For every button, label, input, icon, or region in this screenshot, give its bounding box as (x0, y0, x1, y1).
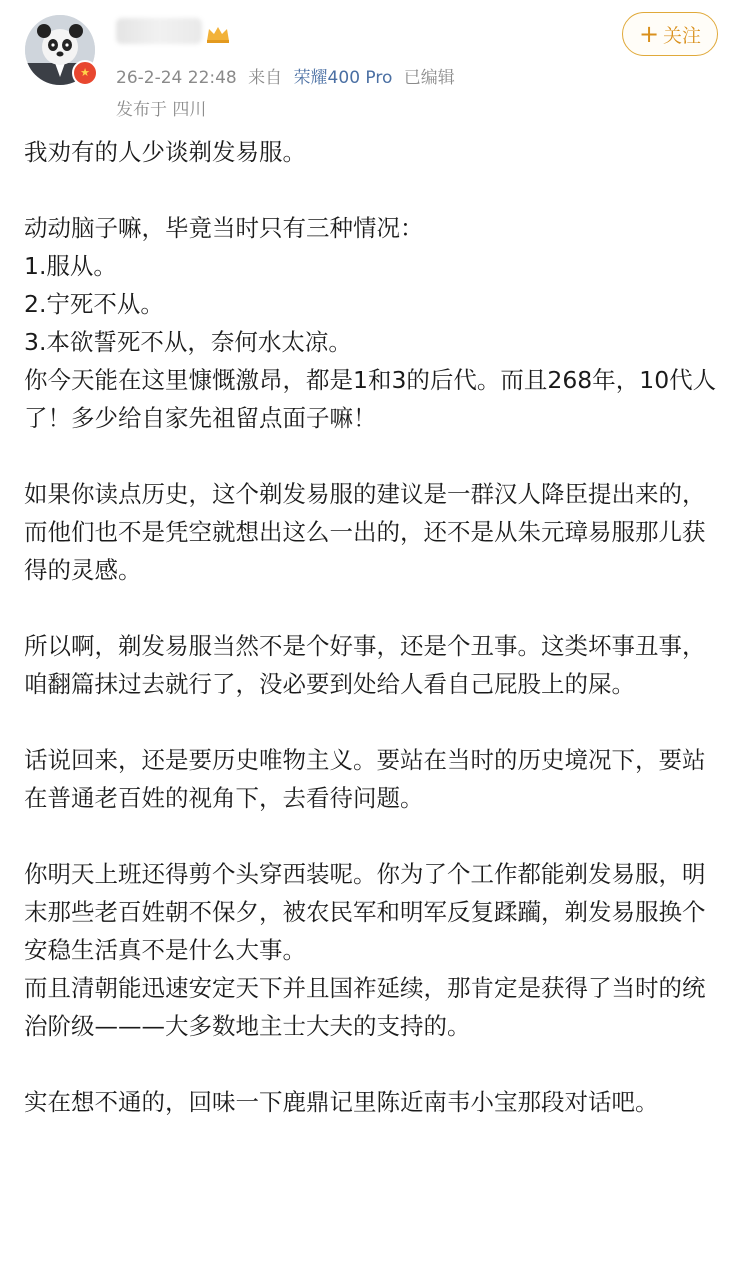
plus-icon: + (638, 20, 660, 48)
paragraph-2 (24, 209, 724, 437)
paragraph-5 (24, 741, 724, 817)
text-line: 而且清朝能迅速安定天下并且国祚延续，那肯定是获得了当时的统治阶级———大多数地主士大夫的支持的。 (24, 974, 706, 1040)
follow-button[interactable] (622, 12, 718, 56)
source-prefix: 来自 (248, 68, 283, 88)
text-line: 3.本欲誓死不从，奈何水太凉。 (24, 328, 352, 356)
text-line: 你明天上班还得剪个头穿西装呢。你为了个工作都能剃发易服，明末那些老百姓朝不保夕，被农民军和明军反复蹂躏，剃发易服换个安稳生活真不是什么大事。 (24, 860, 706, 964)
post-location: 发布于 四川 (116, 100, 207, 120)
text-line: 所以啊，剃发易服当然不是个好事，还是个丑事。这类坏事丑事，咱翻篇抹过去就行了，没必要到处给人看自己屁股上的屎。 (24, 632, 706, 698)
vip-crown-icon (205, 24, 231, 44)
post-content (24, 133, 724, 1121)
paragraph-1 (24, 133, 724, 171)
text-line: 如果你读点历史，这个剃发易服的建议是一群汉人降臣提出来的，而他们也不是凭空就想出这么一出的，还不是从朱元璋易服那儿获得的灵感。 (24, 480, 706, 584)
follow-label: 关注 (663, 24, 702, 47)
text-line: 2.宁死不从。 (24, 290, 164, 318)
post-meta (116, 63, 461, 88)
paragraph-7 (24, 1083, 724, 1121)
text-line: 实在想不通的，回味一下鹿鼎记里陈近南韦小宝那段对话吧。 (24, 1088, 659, 1116)
text-line: 我劝有的人少谈剃发易服。 (24, 138, 306, 166)
paragraph-6 (24, 855, 724, 1045)
text-line: 你今天能在这里慷慨激昂，都是1和3的后代。而且268年，10代人了！多少给自家先祖留点面子嘛！ (24, 366, 717, 432)
text-line: 动动脑子嘛，毕竟当时只有三种情况： (24, 214, 424, 242)
edited-label[interactable]: 已编辑 (403, 68, 455, 88)
verified-badge-icon: ★ (72, 60, 98, 86)
post-header (0, 0, 741, 130)
text-line: 话说回来，还是要历史唯物主义。要站在当时的历史境况下，要站在普通老百姓的视角下，去看待问题。 (24, 746, 706, 812)
username-redacted[interactable] (116, 18, 202, 44)
paragraph-4 (24, 627, 724, 703)
paragraph-3 (24, 475, 724, 589)
text-line: 1.服从。 (24, 252, 117, 280)
post-timestamp: 26-2-24 22:48 (116, 68, 237, 88)
device-link[interactable]: 荣耀400 Pro (293, 68, 393, 88)
